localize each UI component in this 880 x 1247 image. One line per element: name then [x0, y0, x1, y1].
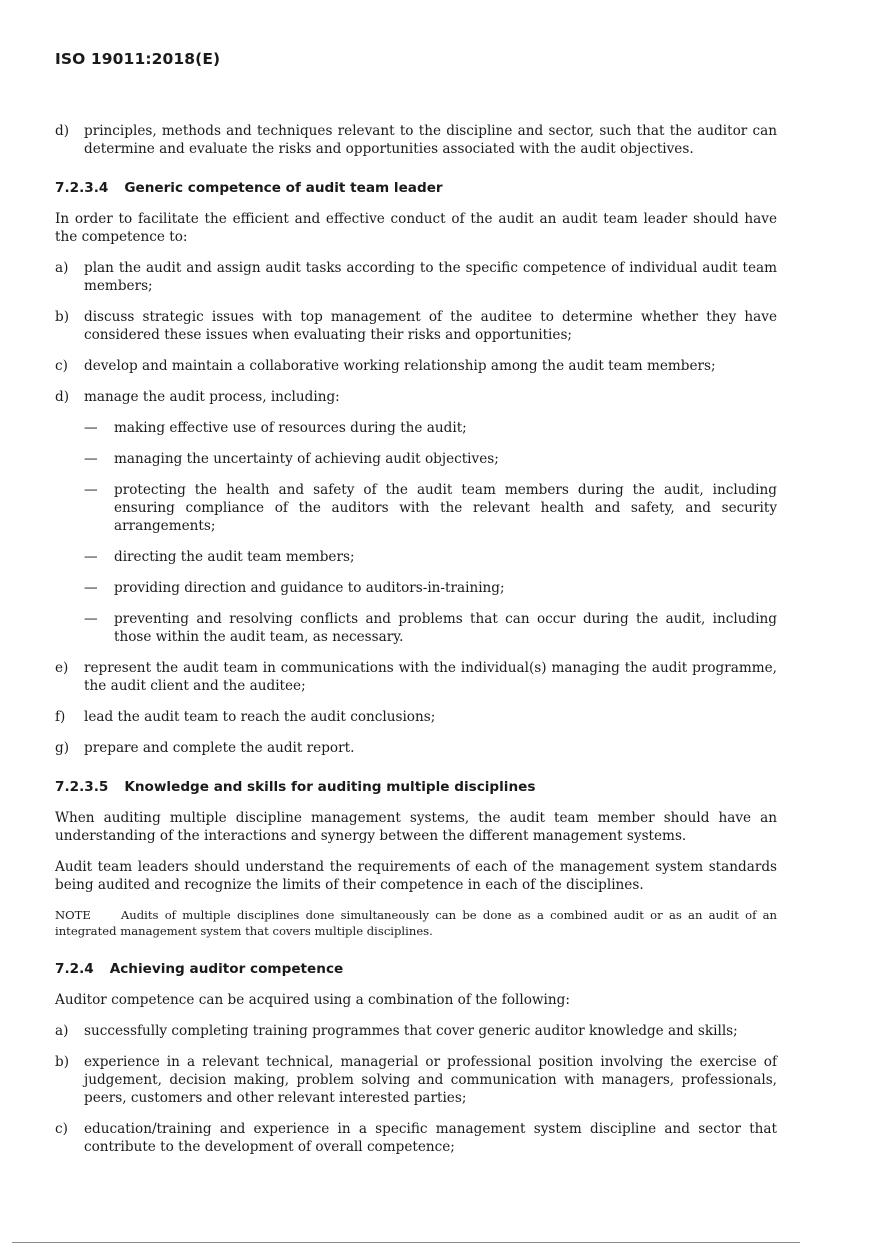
section-heading-724: [55, 960, 777, 978]
list-item: [55, 388, 777, 406]
list-text: develop and maintain a collaborative working relationship among the audit team members;: [84, 358, 716, 374]
dash-label: —: [84, 420, 98, 436]
section-intro: Auditor competence can be acquired using a combination of the following:: [55, 992, 570, 1008]
section-number: 7.2.3.5: [55, 779, 109, 795]
list-item: [55, 659, 777, 695]
list-text: principles, methods and techniques relevant to the discipline and sector, such that the auditor can determine and evaluate the risks and opportunities associated with the audit objectives.: [84, 123, 777, 157]
list-label: a): [55, 1023, 69, 1039]
list-text: represent the audit team in communications with the individual(s) managing the audit programme, the audit client and the auditee;: [84, 660, 777, 694]
sub-list-text: preventing and resolving conflicts and problems that can occur during the audit, including those within the audit team, as necessary.: [114, 611, 777, 645]
list-label: b): [55, 309, 70, 325]
section-intro: In order to facilitate the efficient and effective conduct of the audit an audit team leader should have the competence to:: [55, 211, 777, 245]
list-item: [55, 1120, 777, 1156]
list-item: [55, 708, 777, 726]
section-title: Knowledge and skills for auditing multiple disciplines: [124, 779, 536, 795]
list-label: b): [55, 1054, 70, 1070]
sub-list-item: [84, 481, 777, 535]
list-item: [55, 122, 777, 158]
sub-list-text: providing direction and guidance to auditors-in-training;: [114, 580, 505, 596]
list-text: prepare and complete the audit report.: [84, 740, 355, 756]
list-item: [55, 1022, 777, 1040]
list-text: experience in a relevant technical, managerial or professional position involving the exercise of judgement, decision making, problem solving and communication with managers, professionals, peers, customers and other relevant interested parties;: [84, 1054, 777, 1106]
sub-list-item: [84, 450, 777, 468]
dash-label: —: [84, 580, 98, 596]
list-item: [55, 357, 777, 375]
note-label: NOTE: [55, 908, 91, 922]
list-item: [55, 1053, 777, 1107]
footer-divider: [12, 1242, 800, 1243]
sub-list-text: making effective use of resources during the audit;: [114, 420, 467, 436]
dash-label: —: [84, 611, 98, 627]
section-title: Achieving auditor competence: [109, 961, 344, 977]
list-label: g): [55, 740, 70, 756]
dash-label: —: [84, 482, 98, 498]
sub-list-text: protecting the health and safety of the audit team members during the audit, including ensuring compliance of the auditors with the relevant health and safety, and security arrangements;: [114, 482, 777, 534]
sub-list-item: [84, 548, 777, 566]
list-text: manage the audit process, including:: [84, 389, 340, 405]
note-text: Audits of multiple disciplines done simultaneously can be done as a combined audit or as an audit of an integrated management system that covers multiple disciplines.: [55, 908, 777, 938]
list-item: [55, 259, 777, 295]
section-number: 7.2.3.4: [55, 180, 109, 196]
sub-list-item: [84, 610, 777, 646]
page-content: [55, 122, 777, 1169]
list-text: discuss strategic issues with top management of the auditee to determine whether they have considered these issues when evaluating their risks and opportunities;: [84, 309, 777, 343]
list-text: lead the audit team to reach the audit conclusions;: [84, 709, 436, 725]
list-item: [55, 739, 777, 757]
sub-list-item: [84, 419, 777, 437]
list-label: c): [55, 1121, 68, 1137]
sub-list-text: managing the uncertainty of achieving audit objectives;: [114, 451, 499, 467]
dash-label: —: [84, 549, 98, 565]
list-label: c): [55, 358, 68, 374]
section-heading-7234: [55, 179, 777, 197]
section-heading-7235: [55, 778, 777, 796]
list-label: d): [55, 389, 70, 405]
sub-list-item: [84, 579, 777, 597]
dash-label: —: [84, 451, 98, 467]
section-number: 7.2.4: [55, 961, 94, 977]
sub-list-text: directing the audit team members;: [114, 549, 355, 565]
list-text: successfully completing training programmes that cover generic auditor knowledge and skills;: [84, 1023, 738, 1039]
list-text: plan the audit and assign audit tasks according to the specific competence of individual audit team members;: [84, 260, 777, 294]
list-label: e): [55, 660, 69, 676]
list-item: [55, 308, 777, 344]
section-title: Generic competence of audit team leader: [124, 180, 443, 196]
document-id-header: ISO 19011:2018(E): [55, 50, 221, 68]
list-label: a): [55, 260, 69, 276]
paragraph: When auditing multiple discipline management systems, the audit team member should have an understanding of the interactions and synergy between the different management systems.: [55, 810, 777, 844]
paragraph: Audit team leaders should understand the requirements of each of the management system standards being audited and recognize the limits of their competence in each of the disciplines.: [55, 859, 777, 893]
note: [55, 907, 777, 939]
list-label: d): [55, 123, 70, 139]
list-label: f): [55, 709, 66, 725]
list-text: education/training and experience in a specific management system discipline and sector that contribute to the development of overall competence;: [84, 1121, 777, 1155]
